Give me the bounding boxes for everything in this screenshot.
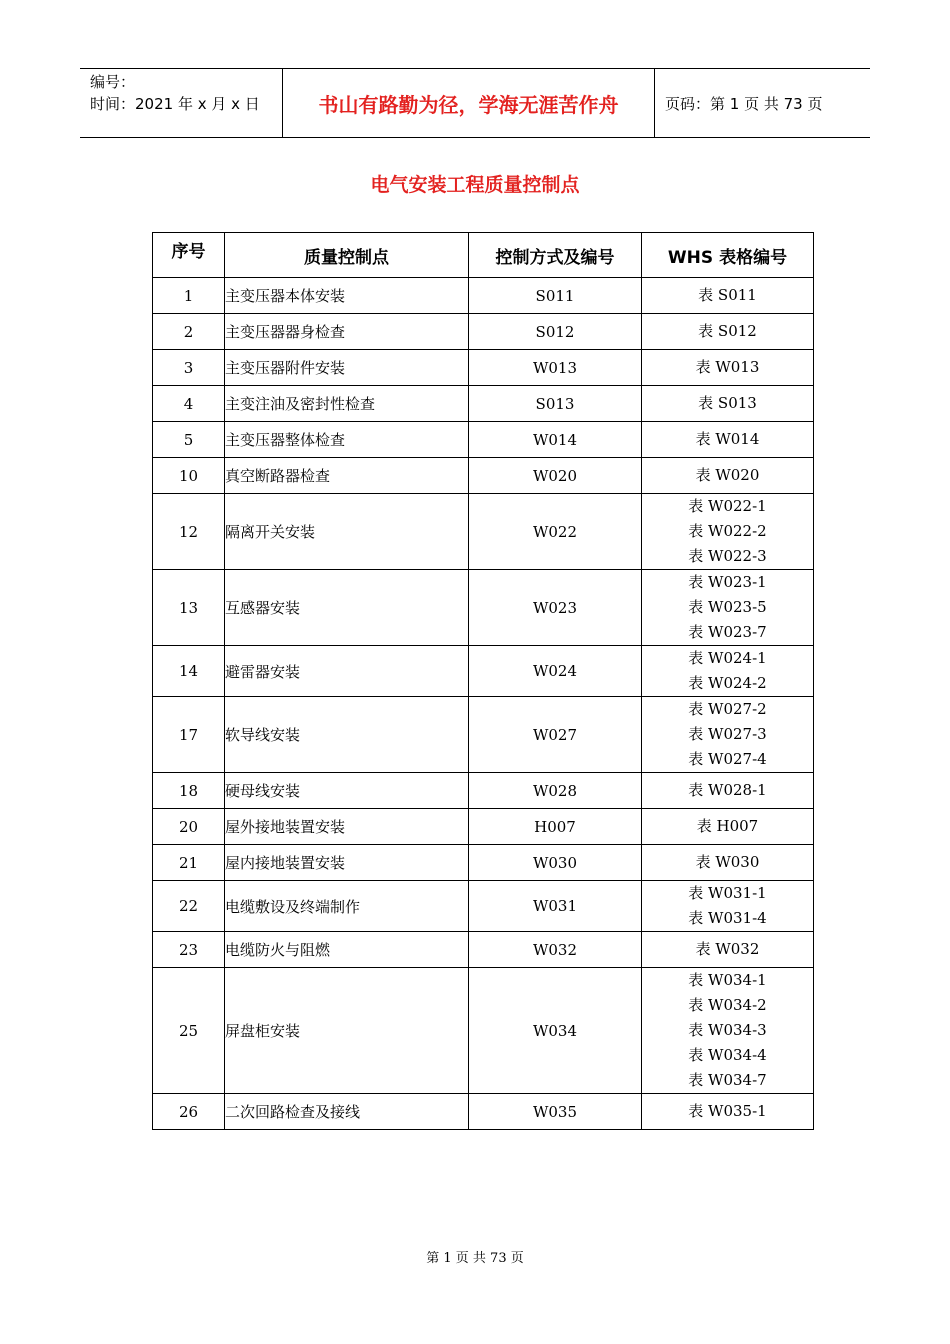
header-motto [282,69,655,137]
form-number: 表 W022-2 [688,522,767,540]
row-seq: 25 [153,968,225,1094]
form-number: 表 W034-1 [688,971,767,989]
form-number: 表 H007 [696,817,759,835]
row-control-point: 屋内接地装置安装 [225,845,469,881]
row-control-method: W030 [469,845,642,881]
form-number: 表 S013 [698,394,757,412]
row-control-point: 软导线安装 [225,697,469,773]
table-row [153,845,814,881]
table-row [153,1094,814,1130]
row-control-point: 主变压器整体检查 [225,422,469,458]
table-row [153,314,814,350]
form-number: 表 W023-7 [688,623,767,641]
row-control-method: S013 [469,386,642,422]
row-control-method: S011 [469,278,642,314]
row-form-numbers [642,809,814,845]
table-row [153,697,814,773]
header-meta [80,69,282,137]
row-control-method: W034 [469,968,642,1094]
table-row [153,350,814,386]
row-control-method: W022 [469,494,642,570]
row-control-method: W032 [469,932,642,968]
form-number: 表 S012 [698,322,757,340]
row-form-numbers [642,386,814,422]
row-form-numbers [642,881,814,932]
row-seq: 21 [153,845,225,881]
form-number: 表 W023-1 [688,573,767,591]
row-seq: 12 [153,494,225,570]
table-body [153,278,814,1130]
row-form-numbers [642,458,814,494]
row-control-method: W014 [469,422,642,458]
row-control-point: 真空断路器检查 [225,458,469,494]
form-number: 表 W014 [695,430,760,448]
row-control-point: 电缆敷设及终端制作 [225,881,469,932]
form-number: 表 W024-1 [688,649,767,667]
table-row [153,932,814,968]
row-seq: 3 [153,350,225,386]
form-number: 表 W027-4 [688,750,767,768]
form-number: 表 W034-2 [688,996,767,1014]
row-control-method: W013 [469,350,642,386]
form-number: 表 W035-1 [688,1102,767,1120]
row-control-point: 隔离开关安装 [225,494,469,570]
table-row [153,773,814,809]
row-control-method: W024 [469,646,642,697]
table-header-row [153,233,814,278]
row-seq: 22 [153,881,225,932]
table-row [153,809,814,845]
row-seq: 1 [153,278,225,314]
form-number: 表 S011 [698,286,757,304]
table-row [153,386,814,422]
row-control-point: 主变压器器身检查 [225,314,469,350]
header-form: WHS 表格编号 [642,233,814,278]
row-form-numbers [642,968,814,1094]
form-number: 表 W027-3 [688,725,767,743]
form-number: 表 W020 [695,466,760,484]
row-seq: 23 [153,932,225,968]
row-form-numbers [642,773,814,809]
row-control-point: 电缆防火与阻燃 [225,932,469,968]
row-form-numbers [642,932,814,968]
row-control-method: W028 [469,773,642,809]
form-number: 表 W034-3 [688,1021,767,1039]
row-form-numbers [642,350,814,386]
row-control-method: W020 [469,458,642,494]
row-seq: 4 [153,386,225,422]
row-control-point: 主变压器附件安装 [225,350,469,386]
row-form-numbers [642,646,814,697]
document-title: 电气安装工程质量控制点 [370,174,580,196]
row-seq: 5 [153,422,225,458]
row-control-point: 屏盘柜安装 [225,968,469,1094]
row-form-numbers [642,278,814,314]
header-seq: 序号 [153,233,225,278]
row-control-method: W035 [469,1094,642,1130]
row-control-method: W023 [469,570,642,646]
row-control-point: 硬母线安装 [225,773,469,809]
table-row [153,278,814,314]
page-footer: 第 1 页 共 73 页 [426,1251,524,1266]
table-row [153,968,814,1094]
table-row [153,494,814,570]
row-seq: 13 [153,570,225,646]
table-row [153,570,814,646]
form-number: 表 W030 [695,853,760,871]
row-form-numbers [642,314,814,350]
row-seq: 10 [153,458,225,494]
row-control-point: 主变压器本体安装 [225,278,469,314]
row-control-method: S012 [469,314,642,350]
form-number: 表 W022-1 [688,497,767,515]
form-number: 表 W028-1 [688,781,767,799]
form-number: 表 W032 [695,940,760,958]
page-info-text: 页码：第 1 页 共 73 页 [665,94,823,113]
row-control-method: H007 [469,809,642,845]
form-number: 表 W034-4 [688,1046,767,1064]
row-form-numbers [642,422,814,458]
form-number: 表 W027-2 [688,700,767,718]
table-row [153,422,814,458]
time-label: 时间：2021 年 x 月 x 日 [90,95,260,113]
row-control-point: 主变注油及密封性检查 [225,386,469,422]
row-seq: 2 [153,314,225,350]
form-number: 表 W024-2 [688,674,767,692]
row-seq: 14 [153,646,225,697]
header-page-info [655,69,870,137]
form-number: 表 W034-7 [688,1071,767,1089]
form-number: 表 W031-1 [688,884,767,902]
row-seq: 26 [153,1094,225,1130]
form-number: 表 W023-5 [688,598,767,616]
row-form-numbers [642,697,814,773]
row-form-numbers [642,845,814,881]
row-control-point: 二次回路检查及接线 [225,1094,469,1130]
row-control-method: W027 [469,697,642,773]
row-seq: 20 [153,809,225,845]
form-number: 表 W022-3 [688,547,767,565]
row-control-point: 避雷器安装 [225,646,469,697]
table-row [153,646,814,697]
number-label: 编号： [90,73,136,91]
header-point: 质量控制点 [225,233,469,278]
quality-control-table [152,232,814,1130]
page-header [80,68,870,138]
table-row [153,881,814,932]
row-seq: 17 [153,697,225,773]
row-control-point: 屋外接地装置安装 [225,809,469,845]
row-control-point: 互感器安装 [225,570,469,646]
row-form-numbers [642,494,814,570]
row-seq: 18 [153,773,225,809]
form-number: 表 W013 [695,358,760,376]
row-form-numbers [642,1094,814,1130]
form-number: 表 W031-4 [688,909,767,927]
table-row [153,458,814,494]
motto-text: 书山有路勤为径，学海无涯苦作舟 [318,92,619,117]
row-form-numbers [642,570,814,646]
row-control-method: W031 [469,881,642,932]
header-method: 控制方式及编号 [469,233,642,278]
